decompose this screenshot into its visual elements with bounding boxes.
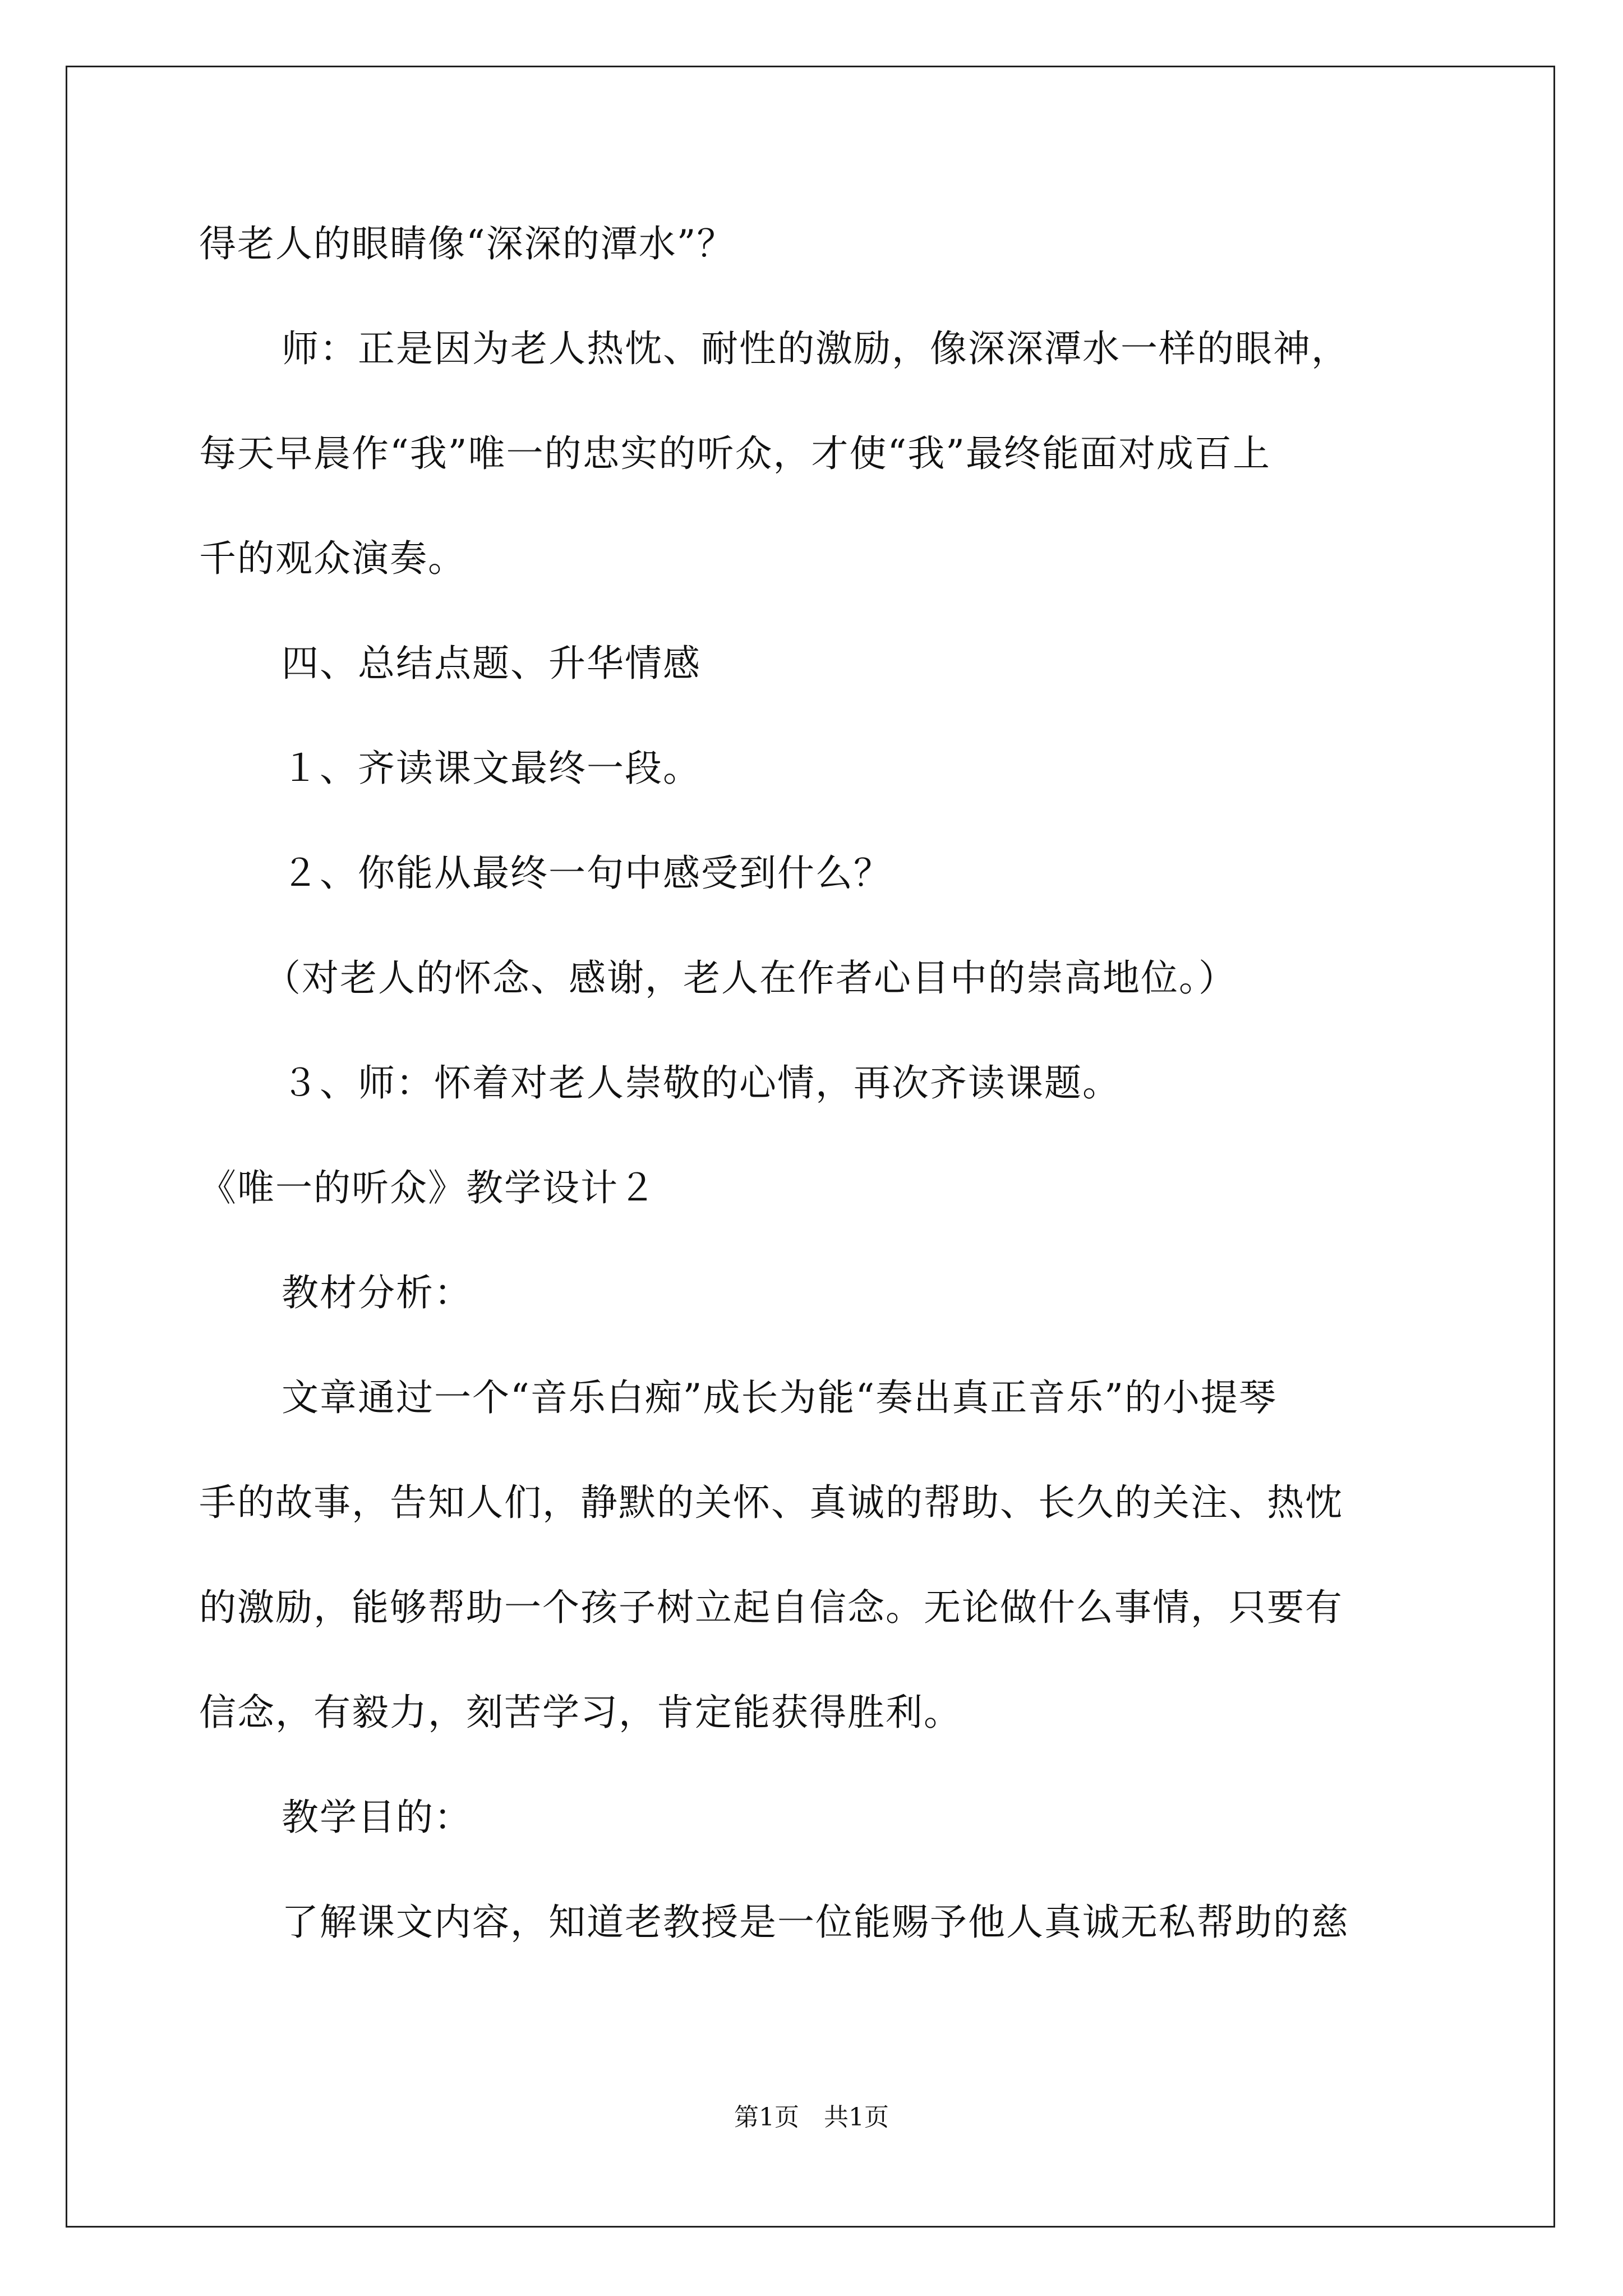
subheading-material-analysis: 教材分析： (282, 1271, 472, 1314)
document-section-title: 《唯一的听众》教学设计２ (199, 1166, 657, 1209)
text-line-13: 手的故事，告知人们，静默的关怀、真诚的帮助、长久的关注、热忱 (199, 1481, 1343, 1524)
section-heading-summary: 四、总结点题、升华情感 (282, 642, 701, 685)
text-line-3: 每天早晨作“我”唯一的忠实的听众，才使“我”最终能面对成百上 (199, 432, 1271, 475)
list-item-3: ３、师：怀着对老人崇敬的心情，再次齐读课题。 (282, 1061, 1121, 1105)
text-line-4: 千的观众演奏。 (199, 537, 466, 580)
list-item-1: １、齐读课文最终一段。 (282, 747, 701, 790)
subheading-teaching-goal: 教学目的： (282, 1796, 472, 1839)
text-line-2: 师：正是因为老人热忱、耐性的激励，像深深潭水一样的眼神， (282, 327, 1349, 370)
list-item-2: ２、你能从最终一句中感受到什么？ (282, 852, 892, 895)
answer-note: （对老人的怀念、感谢，老人在作者心目中的崇高地位。） (264, 956, 1237, 1000)
text-line-14: 的激励，能够帮助一个孩子树立起自信念。无论做什么事情，只要有 (199, 1586, 1343, 1629)
text-line-12: 文章通过一个“音乐白痴”成长为能“奏出真正音乐”的小提琴 (282, 1376, 1277, 1419)
page-footer: 第1页 共1页 (734, 2103, 889, 2132)
text-line-1: 得老人的眼睛像“深深的潭水”？ (199, 222, 735, 265)
text-line-17: 了解课文内容，知道老教授是一位能赐予他人真诚无私帮助的慈 (282, 1901, 1349, 1944)
text-line-15: 信念，有毅力，刻苦学习，肯定能获得胜利。 (199, 1691, 962, 1734)
